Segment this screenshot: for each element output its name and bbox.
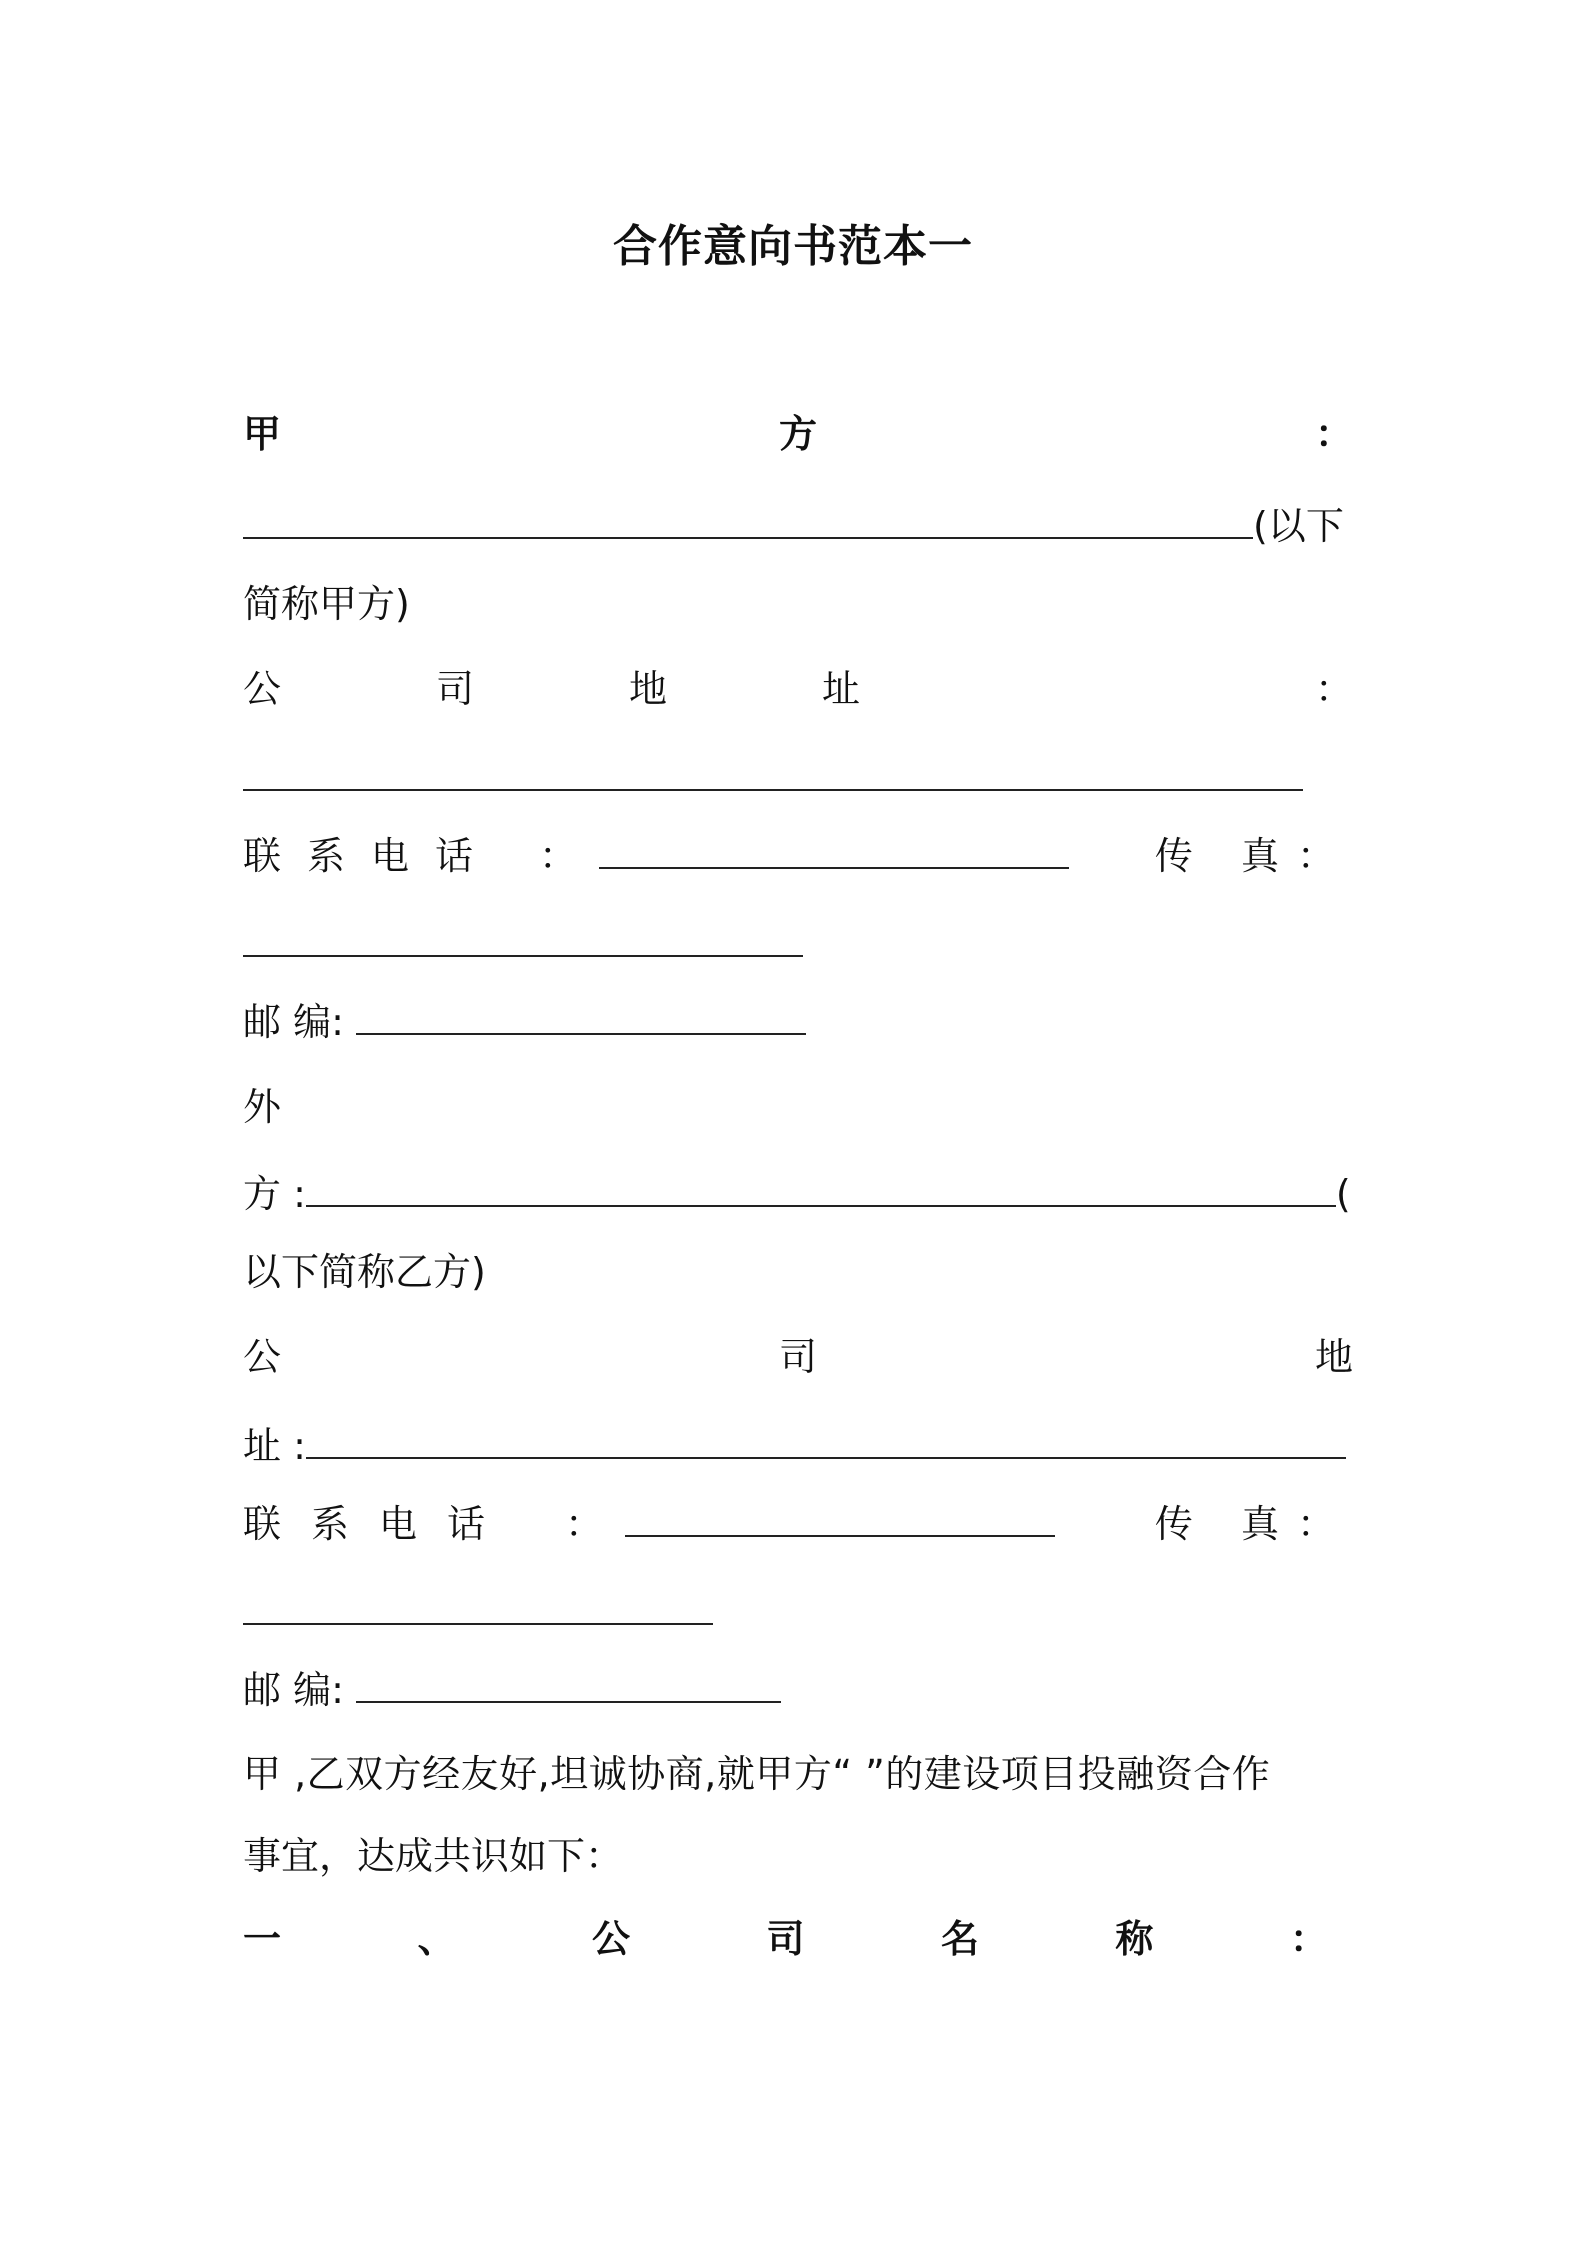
- section-1-char: 、: [417, 1917, 456, 1961]
- party-b-address-char: 地: [1314, 1335, 1353, 1379]
- party-b-fax-row: [243, 1588, 1353, 1636]
- party-a-phone-blank[interactable]: [599, 833, 1069, 869]
- intro-line-2: 事宜，达成共识如下：: [243, 1834, 624, 1878]
- party-a-name-blank[interactable]: [243, 503, 1253, 539]
- party-a-fax-row: [243, 920, 1353, 968]
- party-a-char: 方: [778, 412, 817, 456]
- party-a-postcode-label: 邮 编:: [243, 1000, 344, 1044]
- party-b-label-prefix: 外: [243, 1085, 282, 1129]
- party-b-address-char: 公: [243, 1335, 282, 1379]
- party-a-address-char: 址: [821, 667, 860, 711]
- party-b-postcode-row: [243, 1666, 1353, 1714]
- party-a-fax-blank[interactable]: [243, 921, 803, 957]
- party-a-address-row: [243, 754, 1353, 802]
- party-b-phone-label: 联系电话: [243, 1502, 516, 1546]
- party-a-address-char: 地: [628, 667, 667, 711]
- section-1-char: 公: [591, 1917, 630, 1961]
- party-b-phone-colon: ：: [565, 1502, 604, 1546]
- party-a-address-colon: ：: [1314, 667, 1353, 711]
- party-a-suffix: (以下: [1253, 504, 1344, 548]
- party-b-address-blank[interactable]: [306, 1423, 1346, 1459]
- party-a-label-row: [243, 410, 1353, 458]
- section-1-heading: [243, 1915, 1328, 1963]
- party-b-phone-row: [243, 1500, 1353, 1548]
- party-a-address-blank[interactable]: [243, 755, 1303, 791]
- party-b-phone-blank[interactable]: [625, 1501, 1055, 1537]
- party-b-suffix-cont: 以下简称乙方): [243, 1250, 486, 1294]
- party-b-postcode-label: 邮 编:: [243, 1668, 344, 1712]
- party-a-postcode-row: [243, 998, 1353, 1046]
- document-title: 合作意向书范本一: [613, 221, 973, 272]
- party-a-postcode-blank[interactable]: [356, 999, 806, 1035]
- party-b-address-label-row: [243, 1333, 1353, 1381]
- party-b-suffix: (: [1335, 1172, 1351, 1216]
- section-1-char: 司: [766, 1917, 805, 1961]
- party-b-name-row: [243, 1170, 1353, 1218]
- section-1-colon: ：: [1289, 1917, 1328, 1961]
- intro-line-1: 甲 ,乙双方经友好,坦诚协商,就甲方“ ”的建设项目投融资合作: [243, 1752, 1271, 1796]
- party-a-suffix-cont: 简称甲方): [243, 582, 410, 626]
- party-a-name-row: [243, 502, 1353, 550]
- party-a-phone-colon: ：: [539, 834, 578, 878]
- party-a-phone-row: [243, 832, 1353, 880]
- party-a-phone-label: 联系电话: [243, 834, 500, 878]
- party-a-address-label-row: [243, 665, 1353, 713]
- party-a-address-char: 公: [243, 667, 282, 711]
- party-b-postcode-blank[interactable]: [356, 1667, 781, 1703]
- party-a-colon: ：: [1314, 412, 1353, 456]
- party-b-address-char: 司: [778, 1335, 817, 1379]
- party-b-address-label: 址 :: [243, 1424, 306, 1468]
- section-1-char: 称: [1115, 1917, 1154, 1961]
- section-1-char: 一: [243, 1917, 282, 1961]
- party-a-address-char: 司: [435, 667, 474, 711]
- party-a-fax-label: 传 真：: [1154, 834, 1353, 878]
- party-b-fax-label: 传 真：: [1154, 1502, 1353, 1546]
- party-b-label: 方 :: [243, 1172, 306, 1216]
- section-1-char: 名: [940, 1917, 979, 1961]
- party-a-char: 甲: [243, 412, 282, 456]
- party-b-fax-blank[interactable]: [243, 1589, 713, 1625]
- party-b-name-blank[interactable]: [306, 1171, 1336, 1207]
- party-b-address-row: [243, 1422, 1353, 1470]
